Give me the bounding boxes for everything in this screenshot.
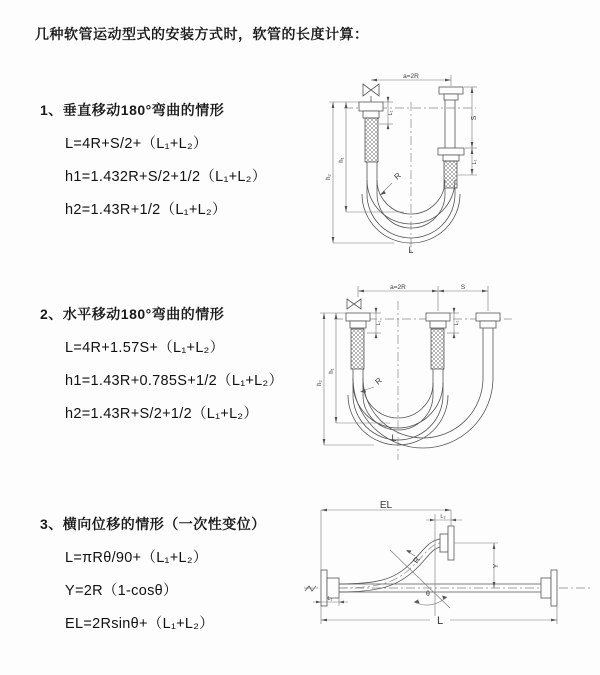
dim-label-s: S: [460, 284, 466, 291]
dim-el: [321, 500, 451, 570]
right-pipe: [483, 328, 493, 378]
section-1-heading: 1、垂直移动180°弯曲的情形: [40, 102, 225, 118]
dim-label-y: Y: [493, 563, 500, 569]
formula-y: Y=2R（1-cosθ）: [65, 583, 178, 599]
valve-icon: [363, 84, 379, 102]
radius-leader: [406, 550, 422, 565]
middle-flange: [426, 313, 450, 328]
dim-l1-middle: [447, 307, 460, 339]
section-vertical-movement: [40, 100, 320, 219]
dim-h2: [317, 313, 374, 445]
formula-h1: h1=1.43R+0.785S+1/2（L₁+L₂）: [65, 373, 284, 389]
section-2-heading: 2、水平移动180°弯曲的情形: [40, 306, 225, 322]
dim-l2: [426, 514, 462, 521]
right-flange-lower: [541, 570, 557, 606]
length-label: L: [408, 245, 414, 255]
valve-icon: [347, 299, 361, 309]
dim-label-l1-left: L₁: [376, 320, 382, 326]
diagram-lateral-displacement: [298, 498, 598, 653]
diagram-vertical-180-bend: [316, 72, 586, 257]
dim-label-h1: h₁: [329, 368, 335, 374]
dim-label-h2: h₂: [317, 380, 323, 386]
dim-l1: [313, 594, 348, 606]
left-flange: [346, 313, 370, 328]
left-flange: [359, 102, 383, 118]
section-3-heading: 3、横向位移的情形（一次性变位）: [40, 516, 266, 532]
dim-y: [454, 543, 500, 588]
dim-a2r: [371, 73, 451, 86]
dim-label-l: L: [436, 615, 444, 627]
dim-l1-left: [379, 96, 394, 130]
dim-label-el: EL: [379, 500, 393, 511]
page-title: 几种软管运动型式的安装方式时，软管的长度计算：: [35, 26, 369, 42]
braided-hose-section-right: [444, 161, 457, 194]
radius-label: R: [411, 555, 422, 566]
right-flange-lower: [438, 148, 464, 161]
radius-label: R: [373, 375, 384, 387]
section-lateral-displacement: [40, 514, 320, 633]
right-pipe: [445, 100, 455, 148]
dim-label-h1: h₁: [339, 157, 345, 163]
theta-angle: [414, 591, 447, 605]
section-horizontal-movement: [40, 304, 320, 423]
dim-label-l1-middle: L₁: [454, 320, 460, 326]
theta-label: θ: [426, 591, 430, 598]
dim-label-a2r: a=2R: [390, 284, 406, 291]
formula-h2: h2=1.43R+1/2（L₁+L₂）: [65, 202, 227, 218]
dim-label-l1: L₁: [327, 596, 333, 602]
radius-leader: [380, 171, 403, 195]
dim-label-l1-right: L₁: [472, 159, 478, 165]
dim-l: [321, 606, 557, 627]
right-flange: [476, 313, 500, 328]
formula-h1: h1=1.432R+S/2+1/2（L₁+L₂）: [65, 169, 267, 185]
upper-flange-displaced: [440, 526, 454, 560]
formula-l: L=4R+1.57S+（L₁+L₂）: [65, 340, 225, 356]
dim-h2: [326, 102, 394, 243]
formula-l: L=πRθ/90+（L₁+L₂）: [65, 550, 208, 566]
dim-label-s: S: [471, 115, 478, 121]
formula-h2: h2=1.43R+S/2+1/2（L₁+L₂）: [65, 406, 259, 422]
formula-l: L=4R+S/2+（L₁+L₂）: [65, 136, 208, 152]
dim-s: [438, 284, 488, 311]
dim-label-h2: h₂: [326, 174, 332, 180]
dim-label-l2: L₂: [440, 514, 446, 520]
right-flange-upper: [439, 87, 463, 100]
dim-l1-left: [367, 307, 382, 339]
radius-label: R: [392, 170, 403, 182]
dim-s: [464, 87, 478, 148]
dim-label-l1-left: L₁: [388, 110, 394, 116]
length-label: L: [391, 433, 397, 443]
diagram-horizontal-180-bend: [310, 283, 595, 463]
dim-label-a2r: a=2R: [403, 73, 419, 80]
formula-el: EL=2Rsinθ+（L₁+L₂）: [65, 616, 215, 632]
